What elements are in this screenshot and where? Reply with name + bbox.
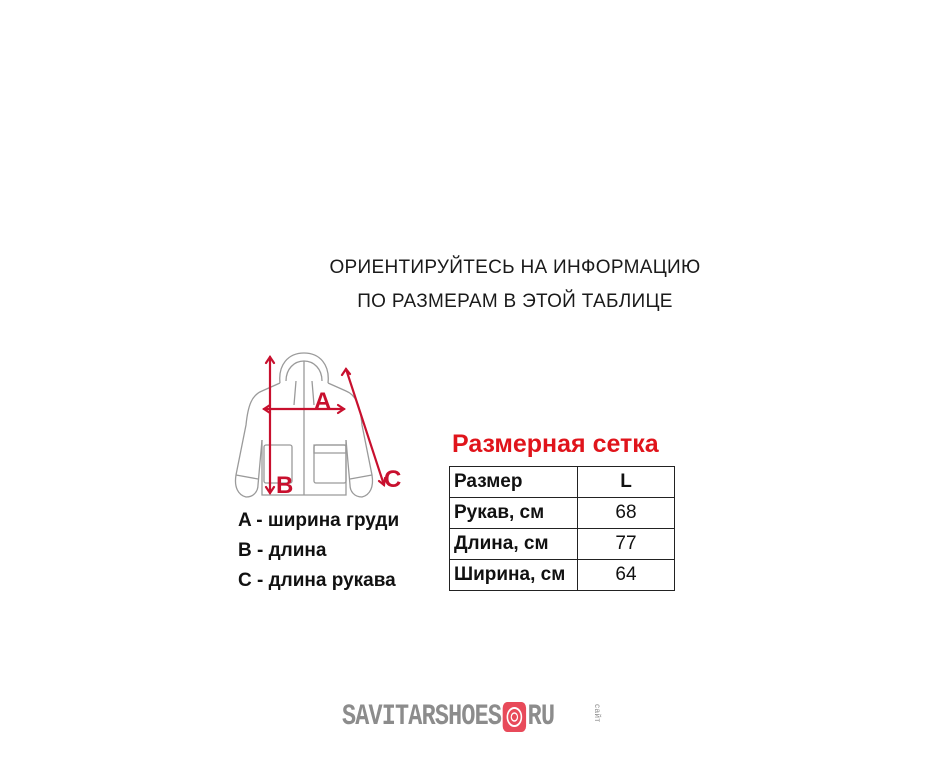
table-row: [450, 467, 675, 498]
label-b: B: [276, 472, 294, 499]
jacket-sketch: [235, 353, 372, 497]
logo-text-right: RU: [527, 700, 555, 734]
header-label: Размер: [450, 467, 578, 498]
row-label-sleeve: Рукав, см: [450, 498, 578, 529]
table-row: [450, 498, 675, 529]
logo-text-left: SAVITARSHOES: [342, 700, 502, 734]
row-label-width: Ширина, см: [450, 560, 578, 591]
logo-rose-icon: [503, 702, 526, 732]
legend-b: B - длина: [238, 540, 327, 561]
label-a: A: [314, 388, 332, 415]
header-value: L: [578, 467, 675, 498]
row-value-length: 77: [578, 529, 675, 560]
brand-logo: [342, 700, 554, 734]
row-value-width: 64: [578, 560, 675, 591]
row-label-length: Длина, см: [450, 529, 578, 560]
legend-c: C - длина рукава: [238, 570, 396, 591]
intro-line-1: ОРИЕНТИРУЙТЕСЬ НА ИНФОРМАЦИЮ: [329, 257, 701, 278]
label-c: C: [384, 466, 402, 493]
intro-line-2: ПО РАЗМЕРАМ В ЭТОЙ ТАБЛИЦЕ: [357, 291, 673, 312]
jacket-measurement-diagram: [218, 345, 418, 505]
size-chart-title: Размерная сетка: [452, 430, 659, 458]
table-row: [450, 529, 675, 560]
row-value-sleeve: 68: [578, 498, 675, 529]
legend-a: A - ширина груди: [238, 510, 400, 531]
logo-tag: сайт: [593, 704, 602, 723]
table-row: [450, 560, 675, 591]
size-chart-table: [449, 466, 675, 591]
